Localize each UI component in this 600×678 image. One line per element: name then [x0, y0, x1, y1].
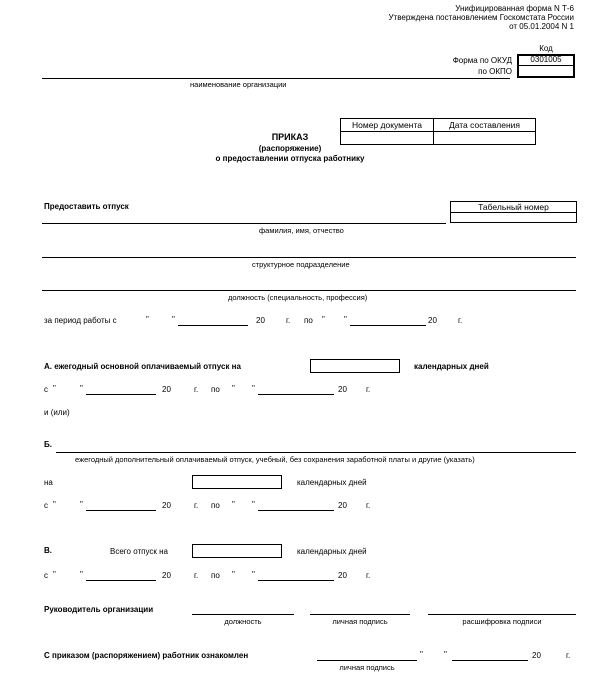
organization-caption: наименование организации	[190, 80, 287, 89]
section-b-caption: ежегодный дополнительный оплачиваемый отпуск, учебный, без сохранения заработной платы и другие (указать)	[75, 455, 475, 464]
organization-line[interactable]	[42, 78, 510, 79]
fio-line[interactable]	[42, 223, 446, 224]
section-a-days-input[interactable]	[310, 359, 400, 373]
grant-leave-label: Предоставить отпуск	[44, 202, 129, 211]
section-v-from-field[interactable]	[86, 580, 156, 581]
order-subject: о предоставлении отпуска работнику	[215, 154, 365, 163]
dept-line[interactable]	[42, 257, 576, 258]
page-subtitle: (распоряжение)	[258, 144, 322, 153]
period-to-field[interactable]	[350, 325, 426, 326]
position-line[interactable]	[42, 290, 576, 291]
form-name: Унифицированная форма N Т-6	[455, 4, 574, 13]
section-v-label: Всего отпуск на	[110, 547, 168, 556]
approval-date: от 05.01.2004 N 1	[509, 22, 574, 31]
okud-label: Форма по ОКУД	[452, 56, 512, 65]
head-signature-field[interactable]	[310, 614, 410, 615]
period-from-field[interactable]	[178, 325, 248, 326]
okpo-label: по ОКПО	[478, 67, 512, 76]
section-v-to-field[interactable]	[258, 580, 334, 581]
position-caption: должность (специальность, профессия)	[228, 293, 368, 302]
and-or-text: и (или)	[44, 408, 70, 417]
doc-number-header: Номер документа	[352, 120, 422, 130]
approval-note: Утверждена постановлением Госкомстата России	[388, 13, 574, 22]
section-a-label: А. ежегодный основной оплачиваемый отпуск на	[44, 362, 241, 371]
decode-caption: расшифровка подписи	[462, 617, 542, 626]
section-a-days-label: календарных дней	[414, 362, 489, 371]
section-b-to-field[interactable]	[258, 510, 334, 511]
head-position-field[interactable]	[192, 614, 294, 615]
fio-caption: фамилия, имя, отчество	[259, 226, 344, 235]
signature-caption: личная подпись	[332, 617, 388, 626]
doc-date-header: Дата составления	[448, 120, 521, 130]
dept-caption: структурное подразделение	[252, 260, 350, 269]
section-b-letter: Б.	[44, 440, 52, 449]
section-a-to-field[interactable]	[258, 394, 334, 395]
ack-signature-caption: личная подпись	[339, 663, 395, 672]
section-v-days-label: календарных дней	[297, 547, 367, 556]
ack-label: С приказом (распоряжением) работник ознакомлен	[44, 651, 249, 660]
period-label: за период работы с	[44, 316, 117, 325]
ack-signature-field[interactable]	[317, 660, 417, 661]
head-label: Руководитель организации	[44, 605, 154, 614]
section-v-letter: В.	[44, 546, 52, 555]
okud-code: 0301005	[530, 55, 562, 64]
position-caption-2: должность	[224, 617, 262, 626]
section-b-from-field[interactable]	[86, 510, 156, 511]
tab-number-header: Табельный номер	[478, 202, 549, 212]
head-decode-field[interactable]	[428, 614, 576, 615]
section-b-days-input[interactable]	[192, 475, 282, 489]
section-b-type-line[interactable]	[56, 452, 576, 453]
section-a-from-field[interactable]	[86, 394, 156, 395]
section-b-days-label: календарных дней	[297, 478, 367, 487]
section-v-days-input[interactable]	[192, 544, 282, 558]
ack-date-field[interactable]	[452, 660, 528, 661]
page-title: ПРИКАЗ	[271, 132, 309, 142]
code-header: Код	[539, 44, 553, 53]
